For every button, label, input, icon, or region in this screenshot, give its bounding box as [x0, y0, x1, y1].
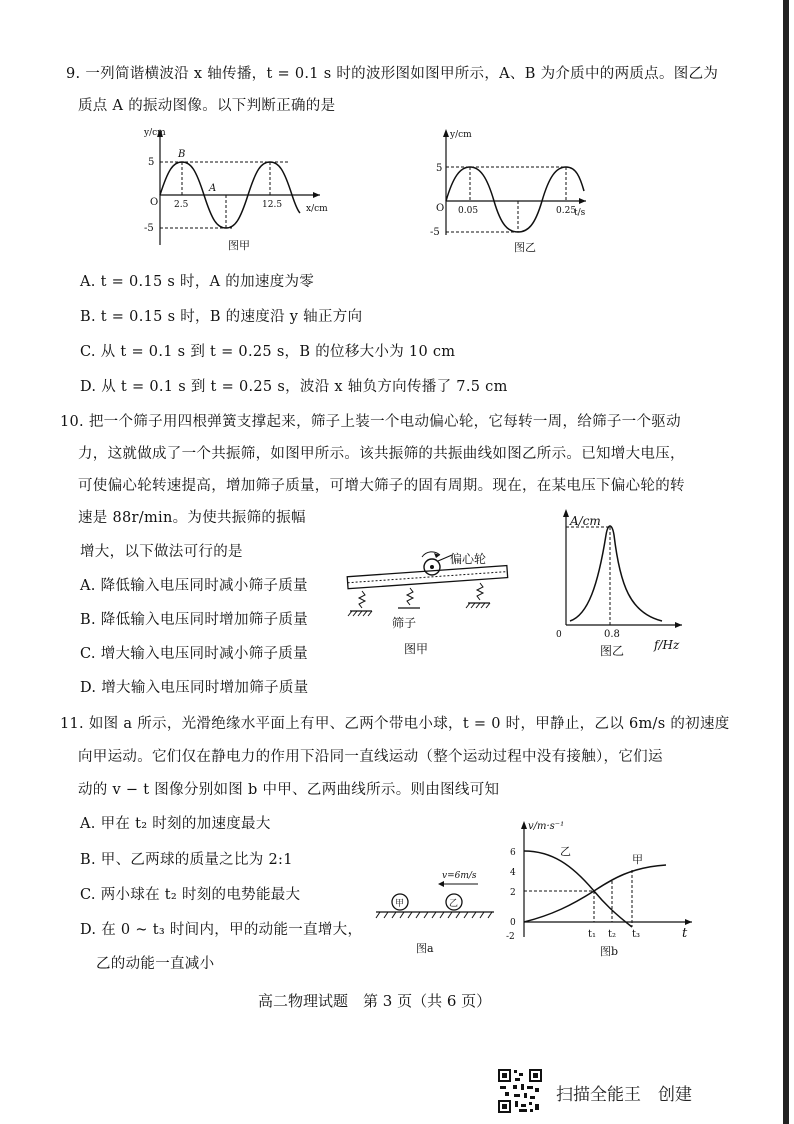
q10-yi-ylabel: A/cm [570, 514, 601, 528]
q10-yi-origin: 0 [556, 630, 562, 640]
q11-option-c: C. 两小球在 t₂ 时刻的电势能最大 [80, 887, 301, 903]
q9-yi-xlabel: t/s [574, 208, 586, 218]
page-edge-divider [783, 0, 789, 1124]
q11-option-d: D. 在 0 ~ t₃ 时间内，甲的动能一直增大， [80, 922, 363, 938]
q9-yi-tick-minus5: -5 [430, 227, 440, 238]
q10-option-c: C. 增大输入电压同时减小筛子质量 [80, 646, 308, 662]
q11-b-series-yi: 乙 [560, 845, 571, 858]
q10-option-b: B. 降低输入电压同时增加筛子质量 [80, 612, 308, 628]
q9-jia-tick-5: 5 [148, 157, 155, 168]
scanner-brand-label: 扫描全能王 创建 [556, 1085, 692, 1105]
q11-b-caption: 图b [600, 945, 619, 958]
q10-option-a: A. 降低输入电压同时减小筛子质量 [80, 578, 308, 594]
q9-jia-tick-2.5: 2.5 [174, 200, 189, 210]
q11-stem-line3: 动的 v − t 图像分别如图 b 中甲、乙两曲线所示。则由图线可知 [78, 782, 500, 798]
q11-b-tick-t1: t₁ [588, 929, 597, 940]
q10-label-sieve: 筛子 [392, 616, 417, 630]
q9-option-b: B. t = 0.15 s 时，B 的速度沿 y 轴正方向 [80, 309, 363, 325]
q9-jia-caption: 图甲 [228, 239, 250, 252]
q11-b-xlabel: t [682, 926, 688, 941]
q11-b-tick-t2: t₂ [608, 929, 617, 940]
q10-yi-caption: 图乙 [600, 644, 625, 658]
q10-figure-yi [550, 505, 690, 660]
q9-jia-origin: O [150, 197, 159, 208]
q11-velocity-label: v=6m/s [442, 871, 477, 881]
q9-yi-tick-0.05: 0.05 [458, 206, 479, 216]
q9-jia-point-B: B [178, 149, 186, 160]
q9-yi-tick-0.25: 0.25 [556, 206, 577, 216]
q10-label-wheel: 偏心轮 [450, 552, 487, 566]
q10-stem-line1: 10. 把一个筛子用四根弹簧支撑起来，筛子上装一个电动偏心轮，它每转一周，给筛子一个驱动 [60, 414, 681, 430]
qr-code-icon [497, 1068, 543, 1114]
q11-b-tick-6: 6 [510, 848, 516, 858]
q9-jia-ylabel: y/cm [144, 128, 166, 138]
q10-stem-line3: 可使偏心轮转速提高，增加筛子质量，可增大筛子的固有周期。现在，在某电压下偏心轮的转 [78, 478, 685, 494]
q11-b-tick-4: 4 [510, 868, 516, 878]
q11-option-d-cont: 乙的动能一直减小 [96, 956, 215, 972]
q10-yi-xlabel: f/Hz [654, 638, 680, 652]
q9-figure-yi [428, 125, 603, 255]
q9-option-d: D. 从 t = 0.1 s 到 t = 0.25 s，波沿 x 轴负方向传播了 7.5 cm [80, 379, 508, 395]
q11-b-tick-t3: t₃ [632, 929, 641, 940]
q9-jia-tick-12.5: 12.5 [262, 200, 283, 210]
q10-stem-line4: 速是 88r/min。为使共振筛的振幅 [78, 510, 306, 526]
q11-b-tick-0: 0 [510, 918, 516, 928]
q9-stem-line2: 质点 A 的振动图像。以下判断正确的是 [78, 98, 336, 114]
q11-b-ylabel: v/m·s⁻¹ [528, 821, 565, 832]
q11-stem-line1: 11. 如图 a 所示，光滑绝缘水平面上有甲、乙两个带电小球，t = 0 时，甲静止，乙以 6m/s 的初速度 [60, 716, 730, 732]
q10-option-d: D. 增大输入电压同时增加筛子质量 [80, 680, 309, 696]
q9-option-c: C. 从 t = 0.1 s 到 t = 0.25 s，B 的位移大小为 10 cm [80, 344, 456, 360]
q9-figure-jia [140, 125, 340, 255]
q11-option-b: B. 甲、乙两球的质量之比为 2:1 [80, 852, 293, 868]
q10-stem-line5: 增大，以下做法可行的是 [80, 544, 243, 560]
q9-stem-line1: 9. 一列简谐横波沿 x 轴传播，t = 0.1 s 时的波形图如图甲所示，A、B 为介质中的两质点。图乙为 [66, 66, 719, 82]
q9-yi-caption: 图乙 [514, 241, 536, 254]
q11-option-a: A. 甲在 t₂ 时刻的加速度最大 [80, 816, 271, 832]
q11-ball-yi: 乙 [449, 899, 459, 909]
q11-figure-a [372, 862, 502, 962]
q10-jia-caption: 图甲 [404, 642, 429, 656]
q9-yi-ylabel: y/cm [450, 130, 472, 140]
q10-yi-tick-0.8: 0.8 [604, 629, 620, 640]
q9-jia-tick-minus5: -5 [144, 223, 154, 234]
q9-yi-origin: O [436, 203, 445, 214]
q11-figure-b [502, 815, 702, 965]
q11-b-series-jia: 甲 [632, 853, 643, 866]
q11-stem-line2: 向甲运动。它们仅在静电力的作用下沿同一直线运动（整个运动过程中没有接触），它们运 [78, 749, 663, 765]
q10-figure-jia [340, 545, 520, 660]
q9-yi-tick-5: 5 [436, 163, 443, 174]
q11-b-tick-minus2: -2 [506, 932, 515, 942]
q11-a-caption: 图a [416, 942, 434, 955]
q11-b-tick-2: 2 [510, 888, 516, 898]
q9-jia-point-A: A [209, 183, 217, 194]
q11-ball-jia: 甲 [395, 899, 405, 909]
q10-stem-line2: 力，这就做成了一个共振筛，如图甲所示。该共振筛的共振曲线如图乙所示。已知增大电压， [78, 446, 685, 462]
q9-jia-xlabel: x/cm [306, 204, 328, 214]
page-footer: 高二物理试题 第 3 页（共 6 页） [258, 992, 492, 1010]
q9-option-a: A. t = 0.15 s 时，A 的加速度为零 [80, 274, 315, 290]
